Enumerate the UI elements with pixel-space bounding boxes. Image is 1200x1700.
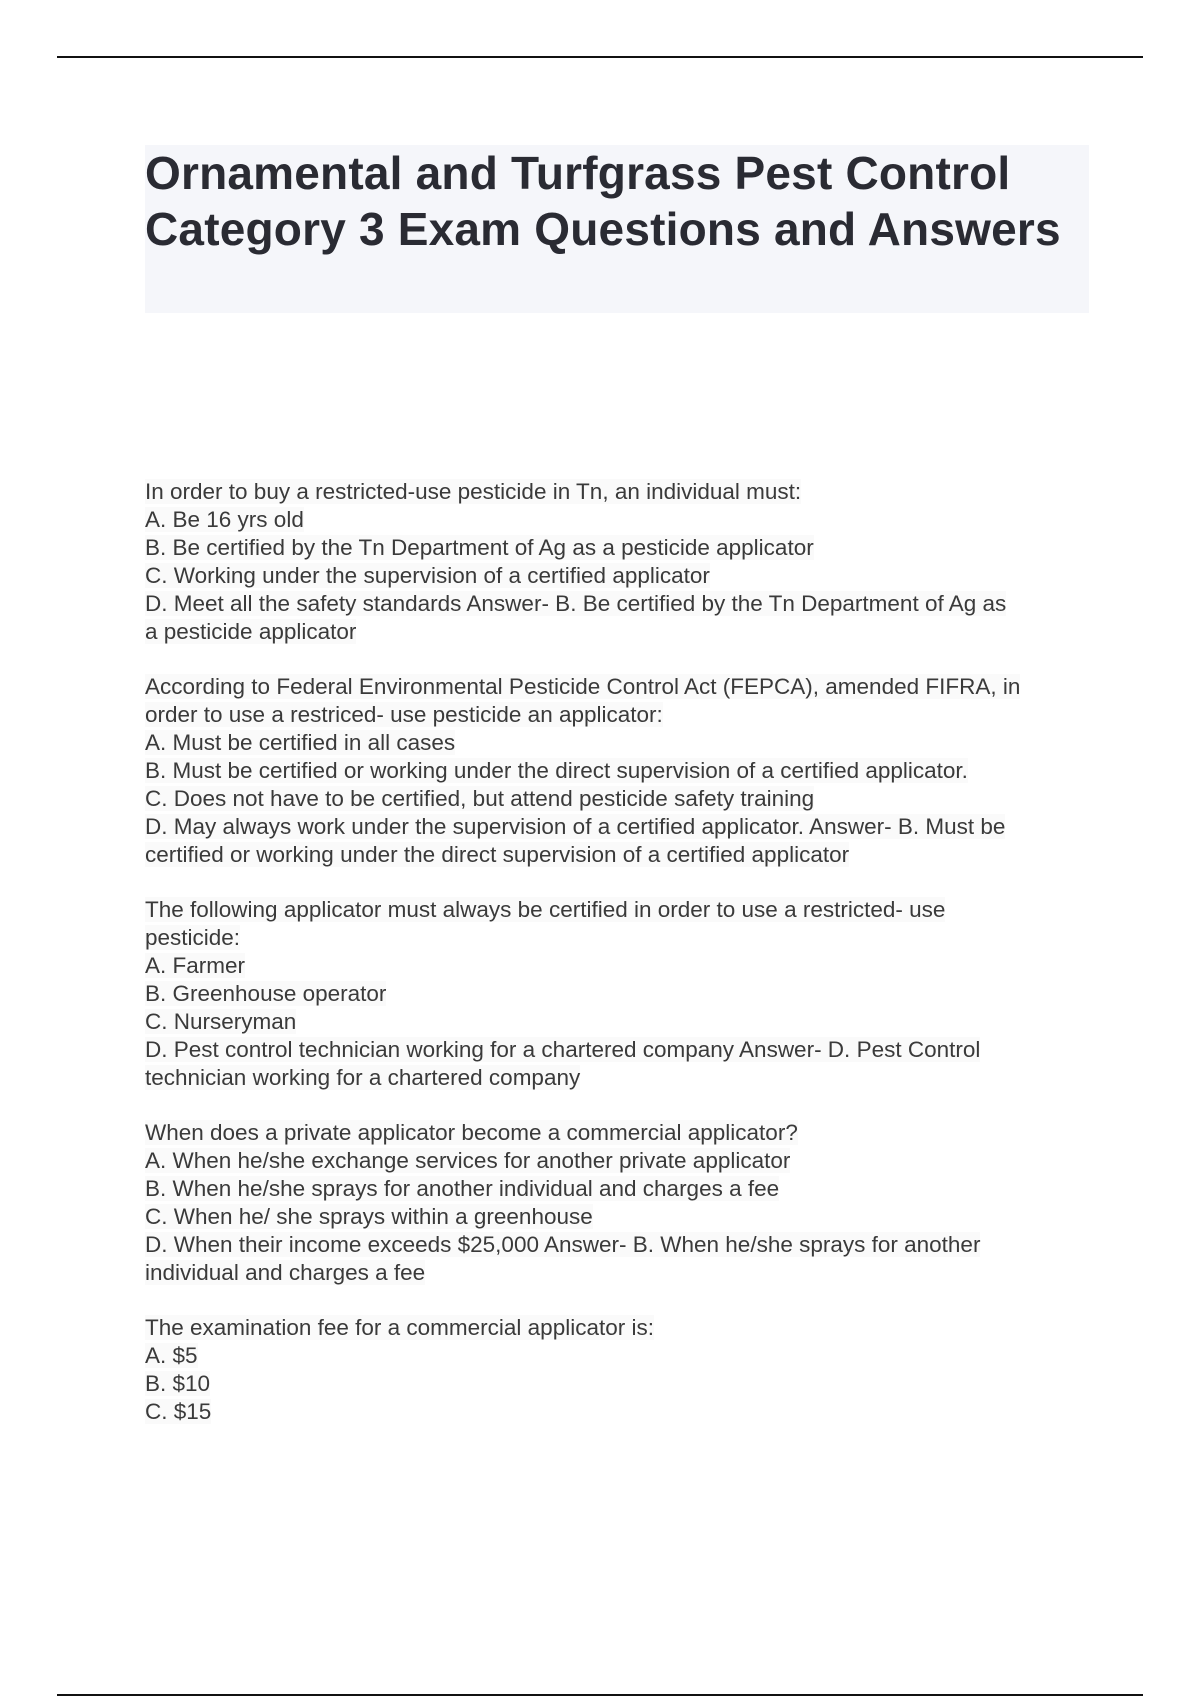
title-block [145, 145, 1089, 313]
question-5 [145, 1314, 1105, 1426]
question-2 [145, 673, 1105, 869]
question-2-line: According to Federal Environmental Pesticide Control Act (FEPCA), amended FIFRA, in [145, 674, 1021, 699]
question-3 [145, 896, 1105, 1092]
question-4-option-c: C. When he/ she sprays within a greenhouse [145, 1204, 593, 1229]
question-4-answer-cont: individual and charges a fee [145, 1260, 426, 1285]
question-4-option-b: B. When he/she sprays for another individual and charges a fee [145, 1176, 780, 1201]
question-1-option-d: D. Meet all the safety standards Answer- B. Be certified by the Tn Department of Ag as [145, 591, 1007, 616]
question-3-line: The following applicator must always be certified in order to use a restricted- use [145, 897, 946, 922]
question-3-option-a: A. Farmer [145, 953, 246, 978]
question-1-option-b: B. Be certified by the Tn Department of Ag as a pesticide applicator [145, 535, 814, 560]
question-3-answer-cont: technician working for a chartered company [145, 1065, 581, 1090]
question-list [145, 478, 1105, 1453]
question-2-option-c: C. Does not have to be certified, but attend pesticide safety training [145, 786, 815, 811]
question-5-line: The examination fee for a commercial applicator is: [145, 1315, 654, 1340]
question-4 [145, 1119, 1105, 1287]
question-3-line-cont: pesticide: [145, 925, 241, 950]
question-1 [145, 478, 1105, 646]
question-1-line: In order to buy a restricted-use pesticide in Tn, an individual must: [145, 479, 802, 504]
question-1-option-c: C. Working under the supervision of a certified applicator [145, 563, 710, 588]
question-3-option-c: C. Nurseryman [145, 1009, 297, 1034]
question-1-option-a: A. Be 16 yrs old [145, 507, 304, 532]
question-2-answer-cont: certified or working under the direct supervision of a certified applicator [145, 842, 850, 867]
top-rule [57, 56, 1143, 58]
question-5-option-c: C. $15 [145, 1399, 212, 1424]
question-5-option-a: A. $5 [145, 1343, 198, 1368]
question-1-answer-cont: a pesticide applicator [145, 619, 357, 644]
question-3-option-b: B. Greenhouse operator [145, 981, 387, 1006]
question-3-option-d: D. Pest control technician working for a chartered company Answer- D. Pest Control [145, 1037, 981, 1062]
question-2-option-d: D. May always work under the supervision of a certified applicator. Answer- B. Must be [145, 814, 1006, 839]
question-2-option-a: A. Must be certified in all cases [145, 730, 456, 755]
question-2-line-cont: order to use a restriced- use pesticide an applicator: [145, 702, 663, 727]
document-title: Ornamental and Turfgrass Pest Control Category 3 Exam Questions and Answers [145, 147, 1061, 255]
bottom-rule [57, 1694, 1143, 1696]
question-4-option-a: A. When he/she exchange services for another private applicator [145, 1148, 791, 1173]
question-4-line: When does a private applicator become a commercial applicator? [145, 1120, 798, 1145]
question-2-option-b: B. Must be certified or working under the direct supervision of a certified applicator. [145, 758, 968, 783]
question-5-option-b: B. $10 [145, 1371, 211, 1396]
question-4-option-d: D. When their income exceeds $25,000 Answer- B. When he/she sprays for another [145, 1232, 981, 1257]
